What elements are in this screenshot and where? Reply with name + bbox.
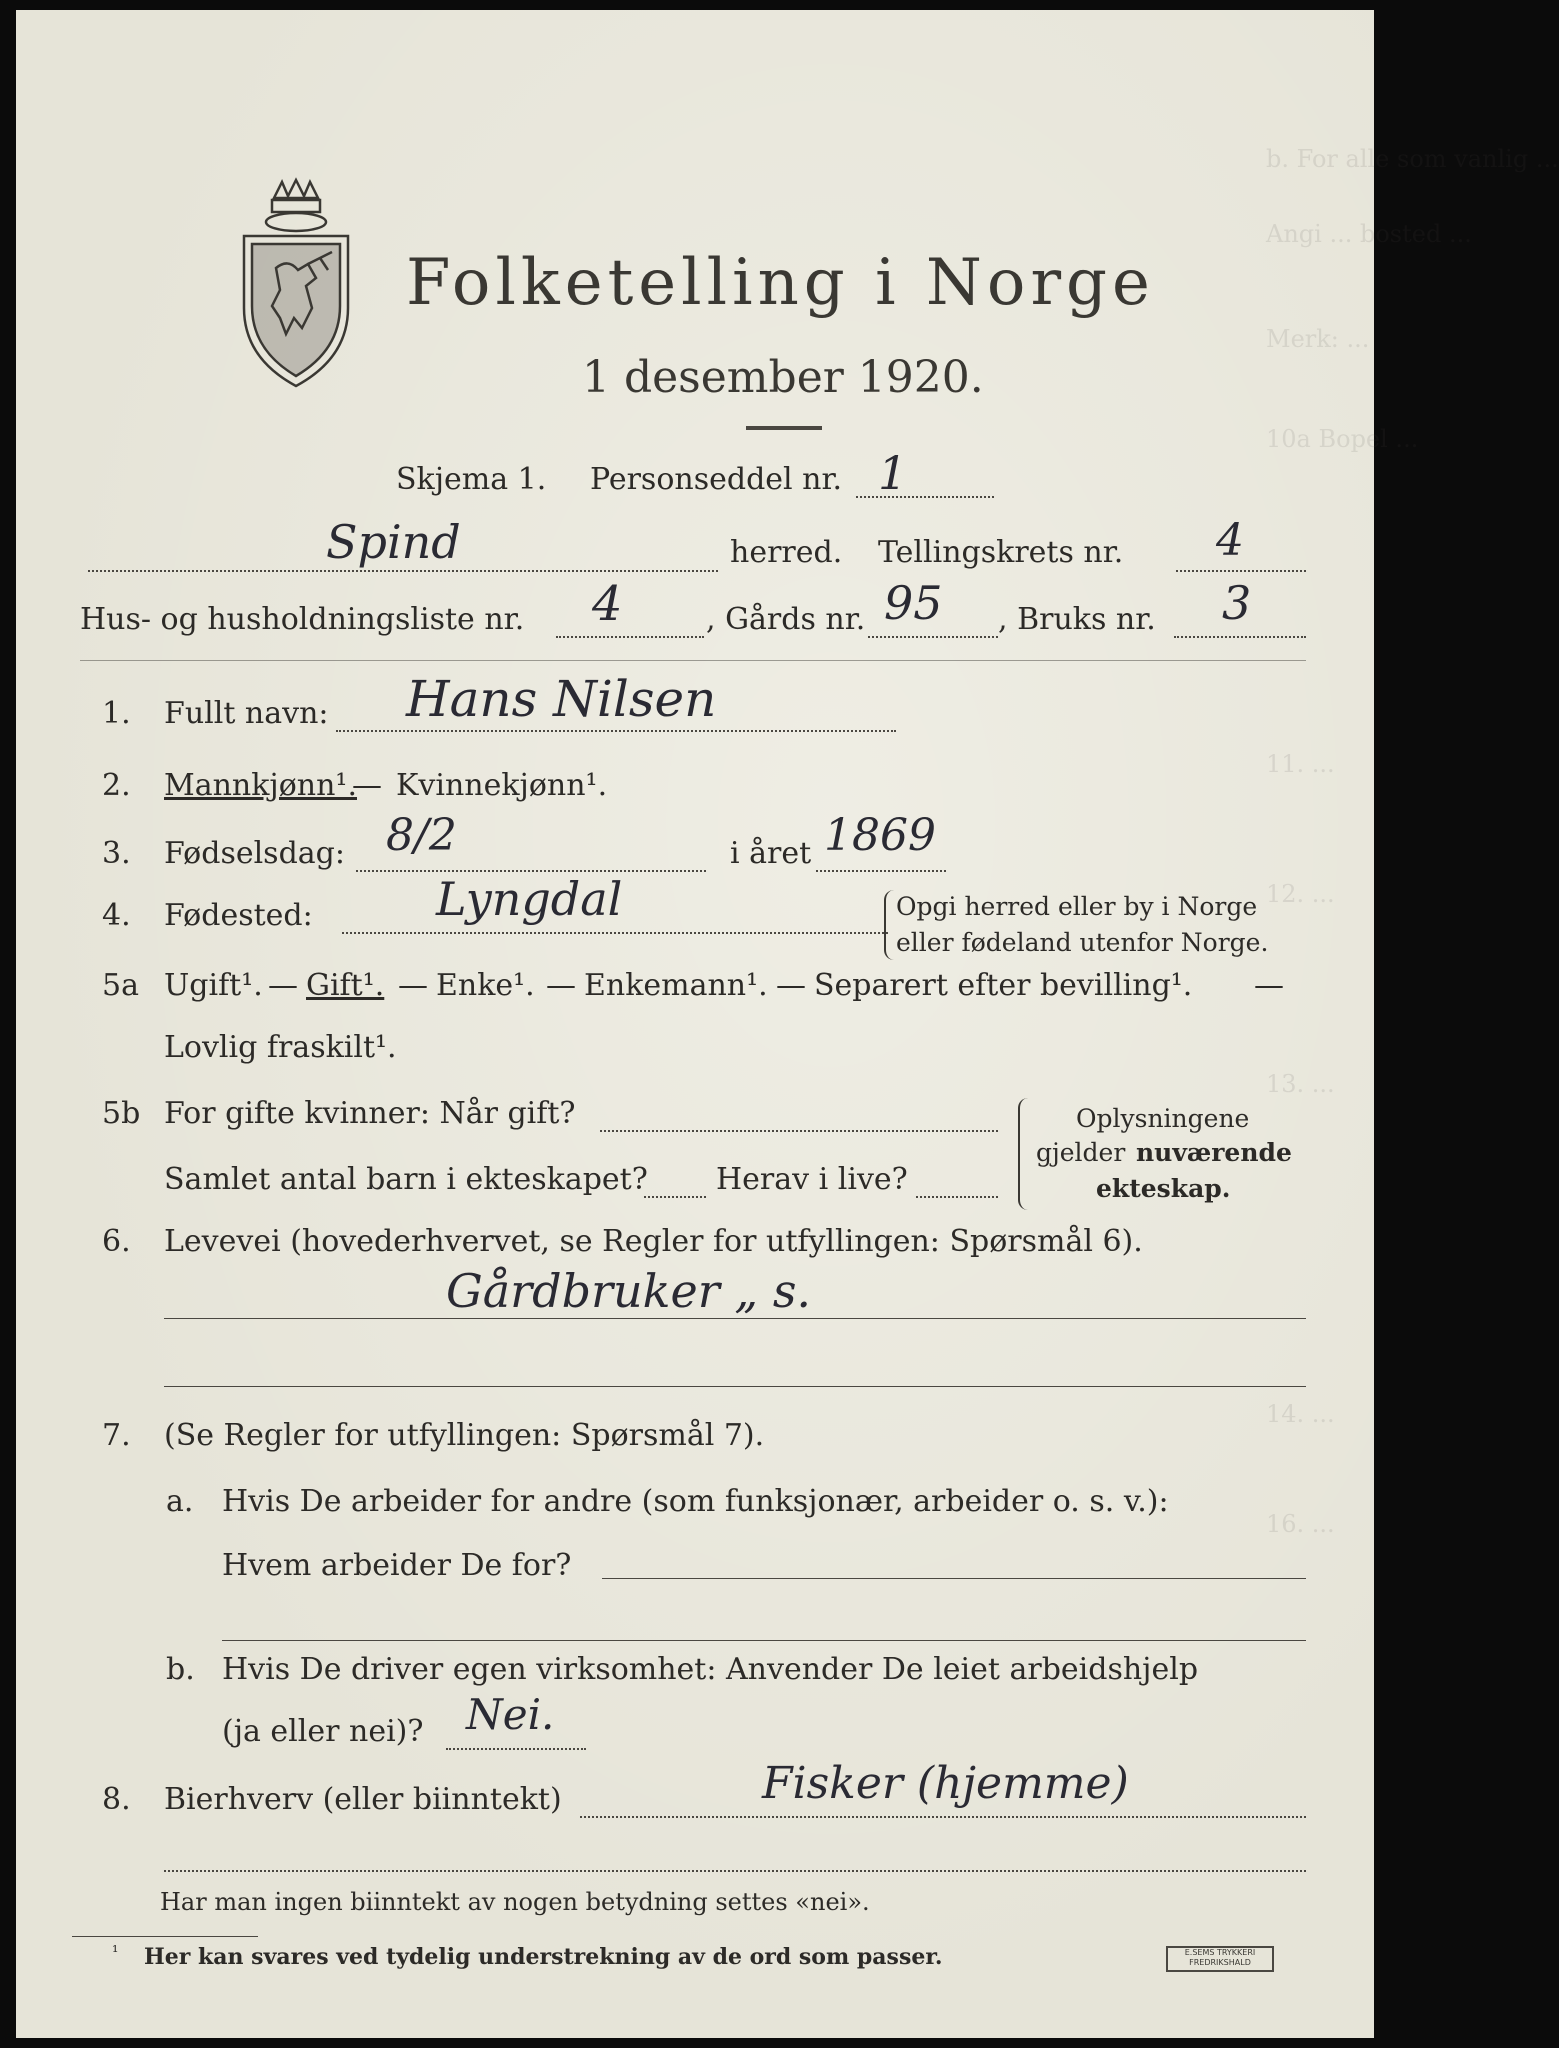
ugift-option: Ugift¹. — [164, 968, 263, 1003]
q5b-children-label: Samlet antal barn i ekteskapet? — [164, 1162, 648, 1197]
q4-brace — [884, 890, 896, 960]
q7-number: 7. — [102, 1418, 131, 1453]
q8-number: 8. — [102, 1782, 131, 1817]
q4-label: Fødested: — [164, 898, 313, 933]
hired-help-value: Nei. — [466, 1690, 555, 1739]
q7a-line2: Hvem arbeider De for? — [222, 1548, 572, 1583]
bleed-text: b. For alle som vanlig ... — [1266, 145, 1559, 173]
dash: — — [398, 968, 428, 1003]
q1-label: Fullt navn: — [164, 696, 329, 731]
form-title: Folketelling i Norge — [406, 246, 1155, 320]
bleed-text: 10a Bopel ... — [1266, 425, 1419, 453]
herred-line — [88, 570, 718, 572]
census-form-page — [16, 10, 1559, 2038]
gift-option: Gift¹. — [306, 968, 385, 1003]
occupation-value: Gårdbruker „ s. — [446, 1264, 812, 1318]
q5b-note-line3: ekteskap. — [1096, 1174, 1231, 1203]
q7-label: (Se Regler for utfyllingen: Spørsmål 7). — [164, 1418, 765, 1453]
personseddel-value: 1 — [878, 446, 908, 500]
q7a-letter: a. — [166, 1484, 194, 1519]
printer-stamp — [1166, 1946, 1274, 1972]
herred-value: Spind — [326, 515, 461, 569]
q5b-line1: For gifte kvinner: Når gift? — [164, 1096, 576, 1131]
dash: — — [268, 968, 298, 1003]
q5b-number: 5b — [102, 1096, 141, 1131]
birthplace-value: Lyngdal — [436, 872, 623, 926]
husliste-line — [556, 636, 704, 638]
q5b-note-line1: Oplysningene — [1076, 1104, 1250, 1133]
gards-line — [868, 636, 998, 638]
q8-answer-line2 — [164, 1870, 1306, 1872]
side-income-value: Fisker (hjemme) — [762, 1758, 1129, 1809]
dash: — — [776, 968, 806, 1003]
q5b-note-line2b: nuværende — [1136, 1138, 1292, 1167]
full-name-value: Hans Nilsen — [406, 670, 717, 728]
section-divider — [80, 660, 1306, 661]
q6-line2 — [164, 1386, 1306, 1387]
dash: — — [546, 968, 576, 1003]
q5b-when-line — [600, 1130, 998, 1132]
q5b-note-line2a: gjelder — [1036, 1138, 1126, 1167]
tellingskrets-value: 4 — [1216, 515, 1244, 566]
bruks-line — [1174, 636, 1306, 638]
enkemann-option: Enkemann¹. — [584, 968, 768, 1003]
personseddel-label: Personseddel nr. — [590, 462, 843, 497]
q4-line — [342, 932, 888, 934]
fraskilt-option: Lovlig fraskilt¹. — [164, 1030, 397, 1065]
male-option: Mannkjønn¹. — [164, 768, 357, 803]
q7b-answer-line — [446, 1748, 586, 1750]
personseddel-line — [856, 496, 994, 498]
bruks-value: 3 — [1222, 576, 1252, 630]
q4-note-line1: Opgi herred eller by i Norge — [896, 892, 1258, 921]
q5b-brace — [1018, 1098, 1032, 1210]
q3-number: 3. — [102, 836, 131, 871]
separert-option: Separert efter bevilling¹. — [814, 968, 1193, 1003]
q7b-line2: (ja eller nei)? — [222, 1714, 424, 1749]
q4-note-line2: eller fødeland utenfor Norge. — [896, 928, 1269, 957]
q6-line1 — [164, 1318, 1306, 1319]
q8-answer-line — [580, 1816, 1306, 1818]
title-divider — [746, 426, 822, 430]
q8-label: Bierhverv (eller biinntekt) — [164, 1782, 562, 1817]
birthday-value: 8/2 — [386, 810, 457, 861]
q7b-letter: b. — [166, 1652, 195, 1687]
herred-label: herred. — [730, 535, 843, 570]
bleed-text: 12. ... — [1266, 880, 1335, 908]
q6-label: Levevei (hovederhvervet, se Regler for utfyllingen: Spørsmål 6). — [164, 1224, 1143, 1259]
q6-number: 6. — [102, 1224, 131, 1259]
q2-number: 2. — [102, 768, 131, 803]
tellingskrets-label: Tellingskrets nr. — [878, 535, 1124, 570]
bleed-text: Merk: ... — [1266, 325, 1370, 353]
coat-of-arms-icon — [236, 178, 356, 393]
bleed-text: 14. ... — [1266, 1400, 1335, 1428]
schema-label: Skjema 1. — [396, 462, 547, 497]
gards-label: , Gårds nr. — [706, 602, 866, 637]
footnote-mark: ¹ — [112, 1942, 119, 1961]
footnote-text: Her kan svares ved tydelig understrekning av de ord som passer. — [144, 1944, 943, 1970]
q5b-alive-line — [916, 1196, 998, 1198]
no-income-note: Har man ingen biinntekt av nogen betydning settes «nei». — [160, 1888, 870, 1916]
q2-separator: — — [352, 768, 382, 803]
husliste-label: Hus- og husholdningsliste nr. — [80, 602, 525, 637]
q1-number: 1. — [102, 696, 131, 731]
q3-label: Fødselsdag: — [164, 836, 345, 871]
q7a-answer-line — [602, 1578, 1306, 1579]
enke-option: Enke¹. — [436, 968, 535, 1003]
q3-year-label: i året — [730, 836, 812, 871]
tellingskrets-line — [1176, 570, 1306, 572]
gards-value: 95 — [884, 576, 943, 630]
q7a-line1: Hvis De arbeider for andre (som funksjonær, arbeider o. s. v.): — [222, 1484, 1169, 1519]
footnote-rule — [72, 1936, 258, 1937]
bleed-text: Angi ... bosted ... — [1266, 220, 1472, 248]
census-date: 1 desember 1920. — [582, 352, 984, 403]
female-option: Kvinnekjønn¹. — [396, 768, 608, 803]
q5a-number: 5a — [102, 968, 139, 1003]
dash: — — [1254, 968, 1284, 1003]
bruks-label: , Bruks nr. — [998, 602, 1156, 637]
q7b-line1: Hvis De driver egen virksomhet: Anvender De leiet arbeidshjelp — [222, 1652, 1199, 1687]
bleed-text: 13. ... — [1266, 1070, 1335, 1098]
bleed-text: 11. ... — [1266, 750, 1335, 778]
q5b-alive-label: Herav i live? — [716, 1162, 908, 1197]
husliste-value: 4 — [592, 576, 623, 632]
q5b-children-line — [644, 1196, 706, 1198]
printer-stamp-line2: FREDRIKSHALD — [1189, 1958, 1251, 1967]
birth-year-value: 1869 — [824, 810, 936, 861]
q4-number: 4. — [102, 898, 131, 933]
printer-stamp-line1: E.SEMS TRYKKERI — [1184, 1948, 1256, 1957]
bleed-text: 16. ... — [1266, 1510, 1335, 1538]
q1-line — [336, 730, 896, 732]
q3-year-line — [816, 870, 946, 872]
q7a-answer-line2 — [222, 1640, 1306, 1641]
